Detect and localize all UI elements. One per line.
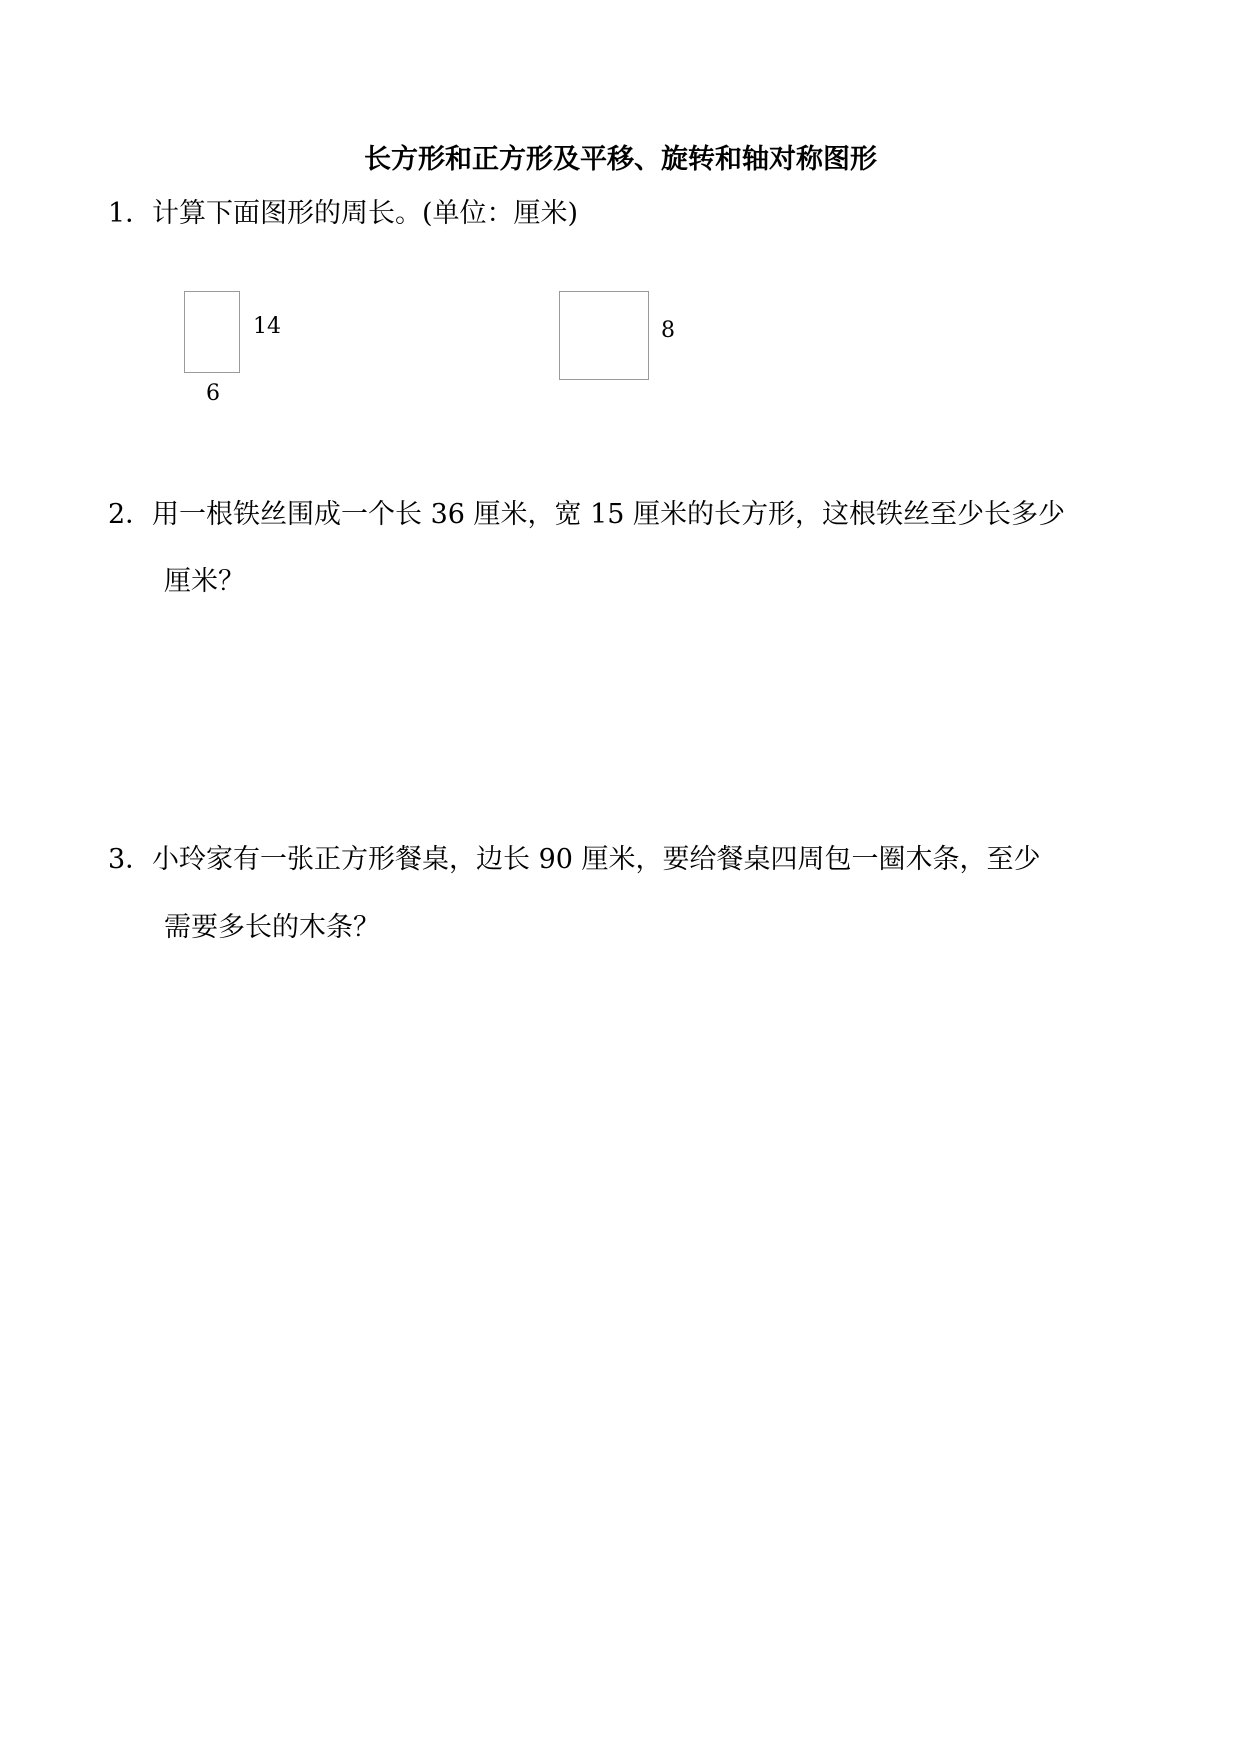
question-3-number: 3． xyxy=(108,844,153,875)
question-3-line-1 xyxy=(108,840,1041,880)
question-1-number: 1． xyxy=(108,198,153,229)
question-2-text-1: 用一根铁丝围成一个长 36 厘米，宽 15 厘米的长方形，这根铁丝至少长多少 xyxy=(152,499,1066,530)
rectangle-height-label: 14 xyxy=(253,314,281,339)
rectangle-figure xyxy=(184,291,240,373)
question-1-line-1 xyxy=(108,194,578,234)
square-figure xyxy=(559,291,649,380)
question-2-line-2: 厘米？ xyxy=(164,566,245,597)
rectangle-width-label: 6 xyxy=(206,381,220,406)
square-side-label: 8 xyxy=(661,318,675,343)
question-1-text: 计算下面图形的周长。(单位：厘米) xyxy=(152,198,579,229)
question-3-text-1: 小玲家有一张正方形餐桌，边长 90 厘米，要给餐桌四周包一圈木条，至少 xyxy=(152,844,1041,875)
worksheet-title: 长方形和正方形及平移、旋转和轴对称图形 xyxy=(364,144,877,175)
question-2-line-1 xyxy=(108,495,1065,535)
question-3-line-2: 需要多长的木条？ xyxy=(164,912,380,943)
question-2-number: 2． xyxy=(108,499,153,530)
